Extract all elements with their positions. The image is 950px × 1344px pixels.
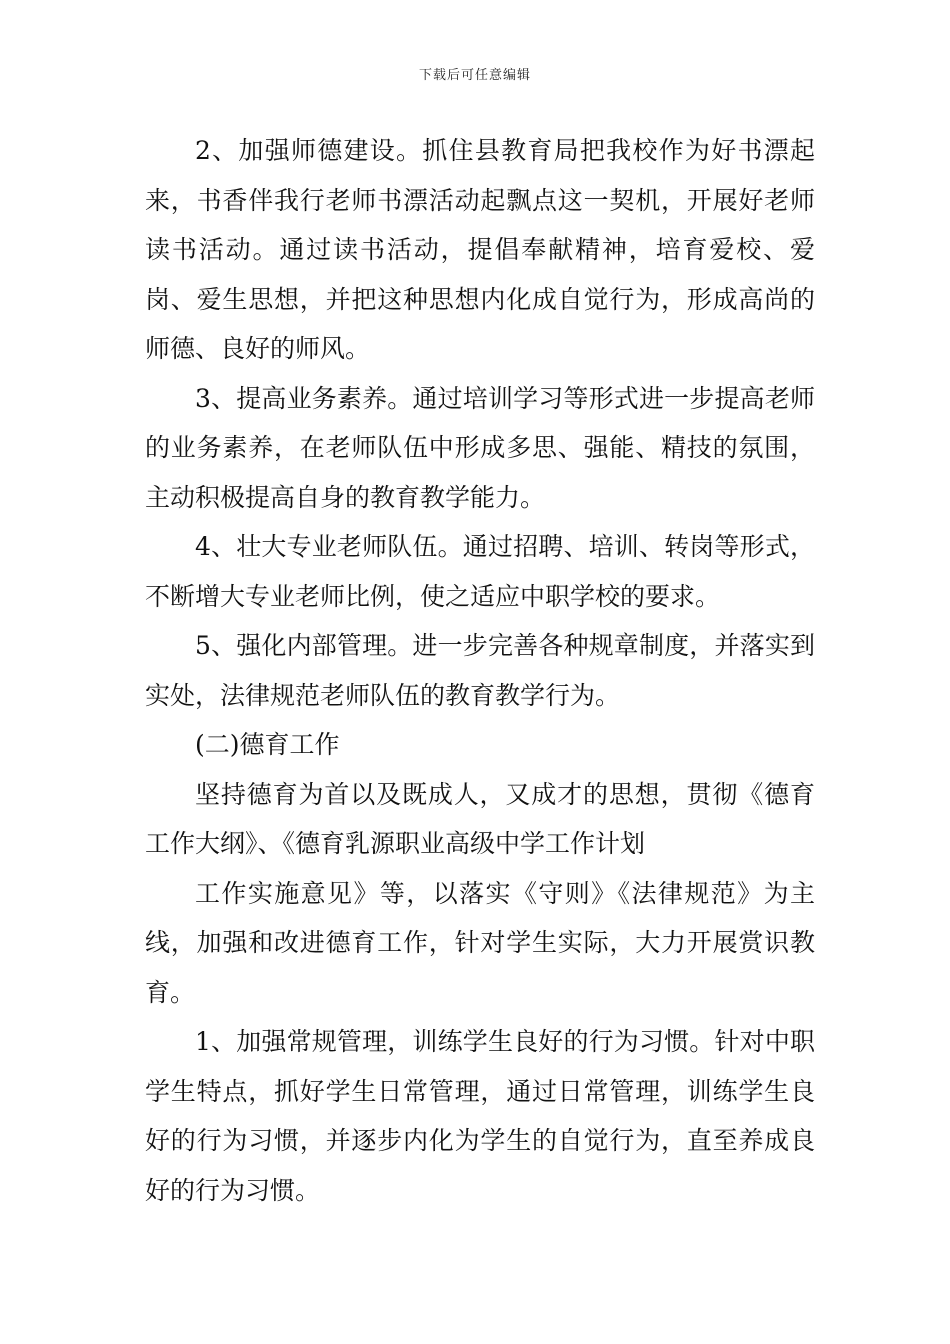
paragraph-moral-education-intro: 坚持德育为首以及既成人，又成才的思想，贯彻《德育工作大纲》、《德育乳源职业高级中学工作计划 [145, 779, 815, 858]
paragraph-expand-teachers: 4、壮大专业老师队伍。通过招聘、培训、转岗等形式，不断增大专业老师比例，使之适应中职学校的要求。 [145, 532, 815, 611]
section-heading-moral-education: (二)德育工作 [195, 730, 340, 759]
paragraph-implementation-opinion: 工作实施意见》等，以落实《守则》《法律规范》为主线，加强和改进德育工作，针对学生实际，大力开展赏识教育。 [145, 878, 815, 1007]
paragraph-teacher-ethics: 2、加强师德建设。抓住县教育局把我校作为好书漂起来，书香伴我行老师书漂活动起飘点这一契机，开展好老师读书活动。通过读书活动，提倡奉献精神，培育爱校、爱岗、爱生思想，并把这种思想内化成自觉行为，形成高尚的师德、良好的师风。 [145, 136, 815, 363]
paragraph-routine-management: 1、加强常规管理，训练学生良好的行为习惯。针对中职学生特点，抓好学生日常管理，通过日常管理，训练学生良好的行为习惯，并逐步内化为学生的自觉行为，直至养成良好的行为习惯。 [145, 1027, 815, 1205]
page-header: 下载后可任意编辑 [418, 68, 531, 83]
paragraph-professional-quality: 3、提高业务素养。通过培训学习等形式进一步提高老师的业务素养，在老师队伍中形成多思、强能、精技的氛围，主动积极提高自身的教育教学能力。 [145, 383, 815, 512]
paragraph-internal-management: 5、强化内部管理。进一步完善各种规章制度，并落实到实处，法律规范老师队伍的教育教学行为。 [145, 631, 815, 710]
document-body [145, 126, 815, 1215]
